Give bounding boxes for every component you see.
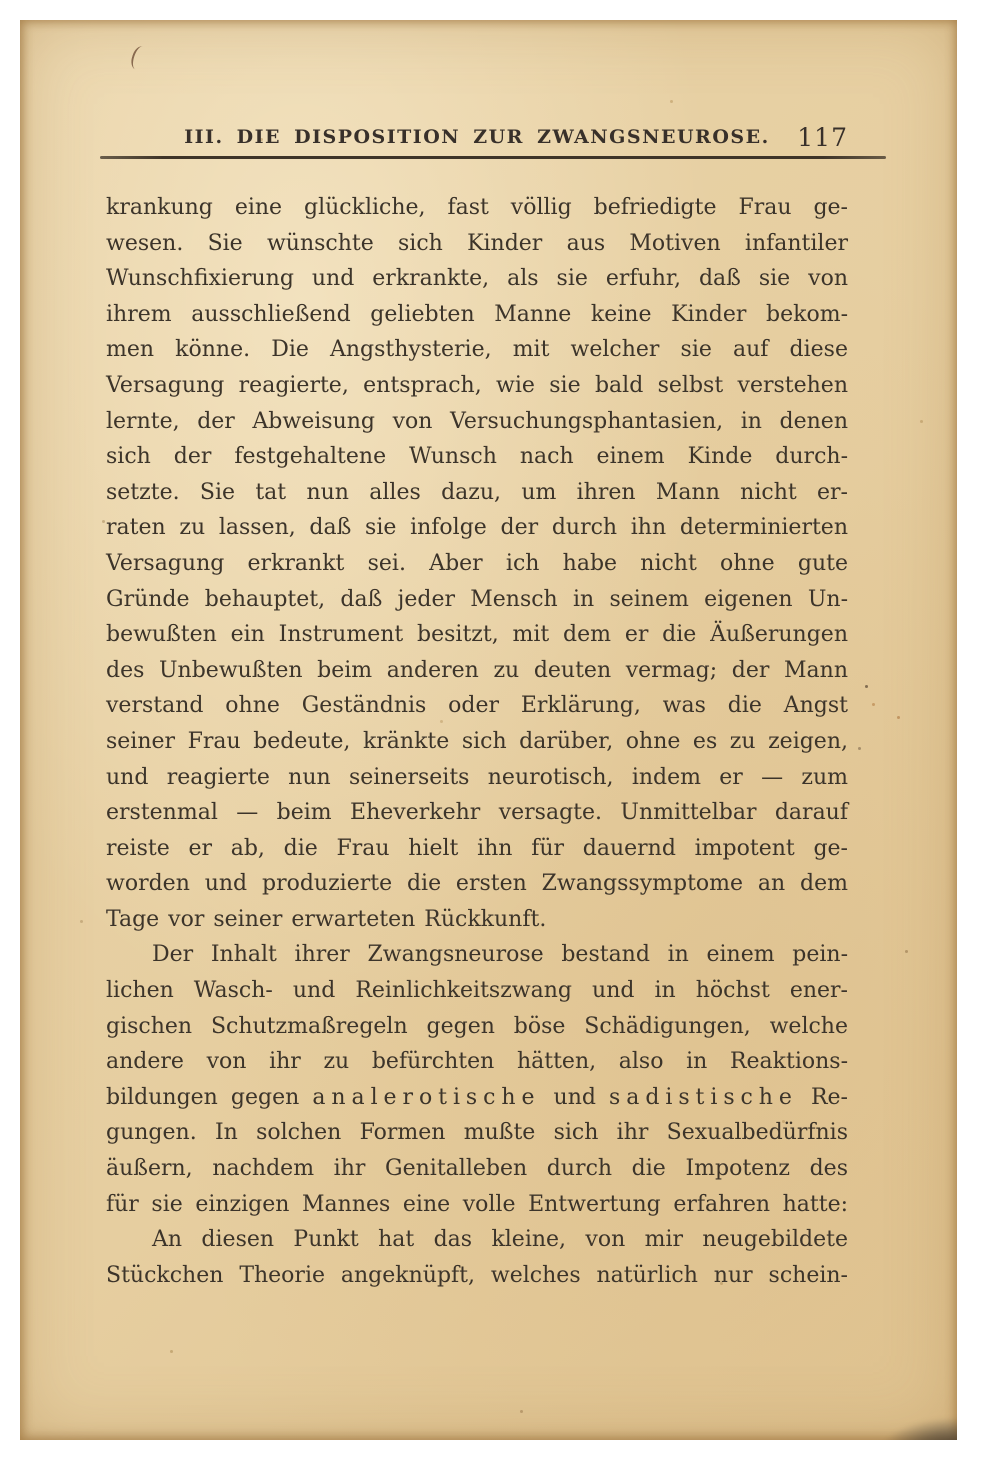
text-line: setzte. Sie tat nun alles dazu, um ihren Mann nicht er- bbox=[106, 479, 848, 505]
text-segment: Re- bbox=[797, 1084, 848, 1110]
page-number: 117 bbox=[797, 123, 848, 152]
text-line: reiste er ab, die Frau hielt ihn für dauernd impotent ge- bbox=[106, 835, 848, 861]
text-segment: und bbox=[540, 1084, 610, 1110]
text-line: raten zu lassen, daß sie infolge der durch ihn determinierten bbox=[106, 515, 848, 541]
text-line: wesen. Sie wünschte sich Kinder aus Motiven infantiler bbox=[106, 230, 848, 256]
text-line: lernte, der Abweisung von Versuchungsphantasien, in denen bbox=[106, 408, 848, 434]
fiber-mark bbox=[129, 44, 150, 71]
text-line: erstenmal — beim Eheverkehr versagte. Unmittelbar darauf bbox=[106, 800, 848, 826]
text-line: ihrem ausschließend geliebten Manne keine Kinder bekom- bbox=[106, 301, 848, 327]
text-line-emphasis bbox=[106, 1080, 848, 1116]
book-page bbox=[20, 20, 957, 1440]
text-line: lichen Wasch- und Reinlichkeitszwang und in höchst ener- bbox=[106, 978, 848, 1004]
text-line: Gründe behauptet, daß jeder Mensch in seinem eigenen Un- bbox=[106, 586, 848, 612]
text-line: men könne. Die Angsthysterie, mit welcher sie auf diese bbox=[106, 337, 848, 363]
text-line: Versagung reagierte, entsprach, wie sie bald selbst verstehen bbox=[106, 372, 848, 398]
text-line: Der Inhalt ihrer Zwangsneurose bestand in einem pein- bbox=[152, 942, 848, 968]
running-title: III. DIE DISPOSITION ZUR ZWANGSNEUROSE. bbox=[184, 126, 770, 148]
text-line: krankung eine glückliche, fast völlig befriedigte Frau ge- bbox=[106, 195, 848, 220]
text-line: gungen. In solchen Formen mußte sich ihr Sexualbedürfnis bbox=[106, 1120, 848, 1146]
text-line: Stückchen Theorie angeknüpft, welches natürlich nur schein- bbox=[106, 1262, 848, 1288]
corner-shadow bbox=[882, 1418, 957, 1440]
text-line: Versagung erkrankt sei. Aber ich habe nicht ohne gute bbox=[106, 550, 848, 576]
text-line: andere von ihr zu befürchten hätten, also in Reaktions- bbox=[106, 1049, 848, 1075]
text-line: An diesen Punkt hat das kleine, von mir neugebildete bbox=[152, 1227, 848, 1253]
text-line: bewußten ein Instrument besitzt, mit dem er die Äußerungen bbox=[106, 622, 848, 648]
text-line: für sie einzigen Mannes eine volle Entwertung erfahren hatte: bbox=[106, 1191, 848, 1217]
text-line: sich der festgehaltene Wunsch nach einem Kinde durch- bbox=[106, 444, 848, 470]
header-rule bbox=[100, 156, 886, 159]
text-line: gischen Schutzmaßregeln gegen böse Schädigungen, welche bbox=[106, 1013, 848, 1039]
text-line: seiner Frau bedeute, kränkte sich darüber, ohne es zu zeigen, bbox=[106, 728, 848, 754]
text-segment: bildungen gegen bbox=[106, 1084, 313, 1110]
body-text bbox=[106, 190, 848, 1293]
text-line: des Unbewußten beim anderen zu deuten vermag; der Mann bbox=[106, 657, 848, 683]
text-line: Tage vor seiner erwarteten Rückkunft. bbox=[106, 906, 547, 932]
letterspaced-word: sadistische bbox=[609, 1084, 798, 1110]
text-line: Wunschfixierung und erkrankte, als sie erfuhr, daß sie von bbox=[106, 266, 848, 292]
paper-specks bbox=[20, 20, 23, 23]
text-line: äußern, nachdem ihr Genitalleben durch die Impotenz des bbox=[106, 1156, 848, 1182]
page-header bbox=[106, 123, 848, 156]
text-line: worden und produzierte die ersten Zwangssymptome an dem bbox=[106, 871, 848, 897]
letterspaced-word: analerotische bbox=[312, 1084, 541, 1110]
text-line: verstand ohne Geständnis oder Erklärung, was die Angst bbox=[106, 693, 848, 719]
text-line: und reagierte nun seinerseits neurotisch, indem er — zum bbox=[106, 764, 848, 790]
